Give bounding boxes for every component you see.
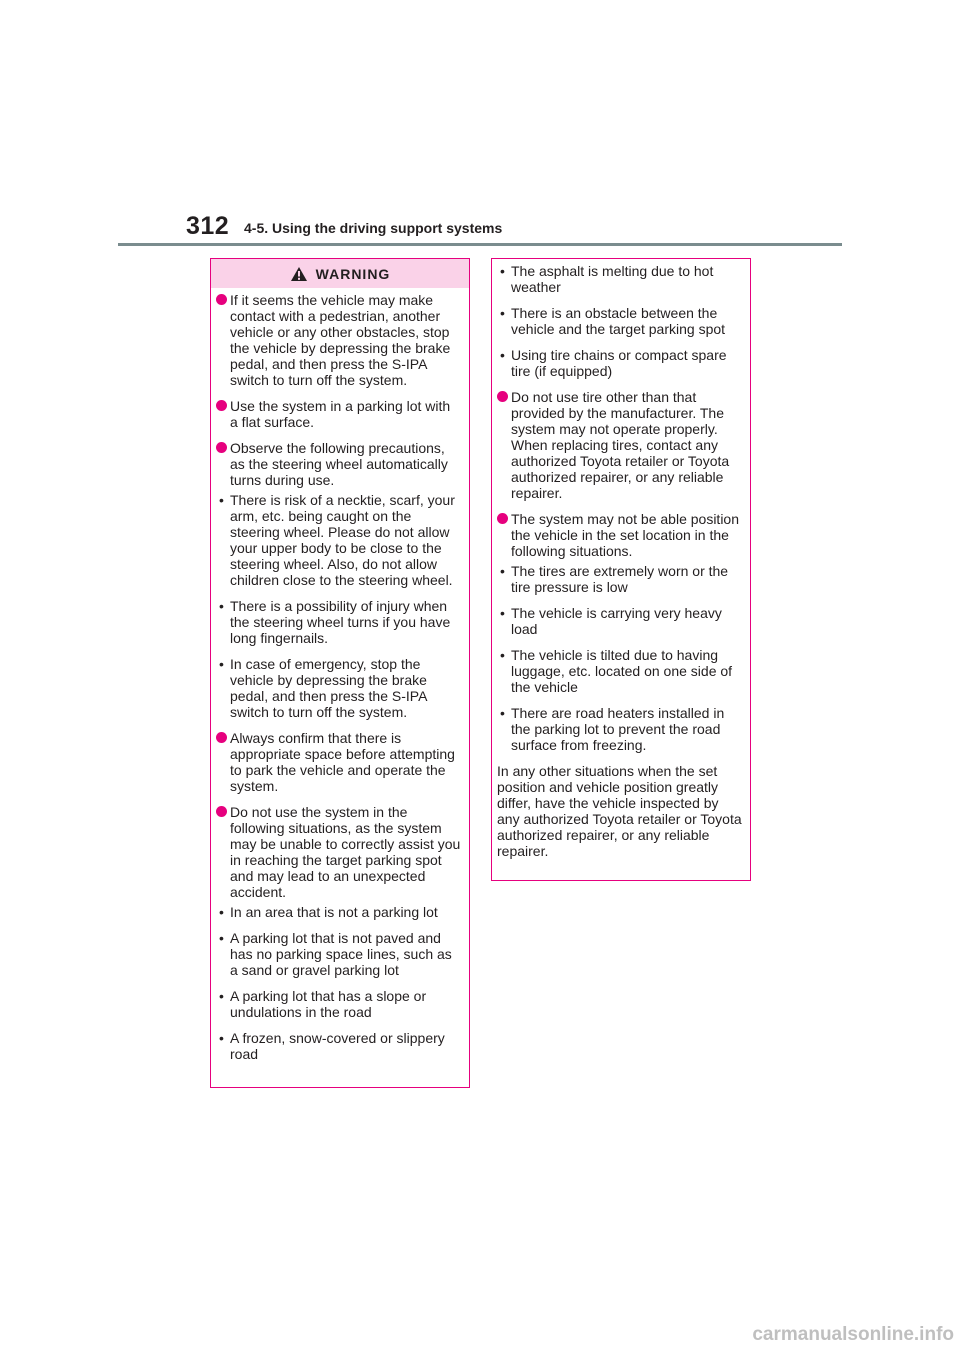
list-item: • There is an obstacle between the vehicle and the target parking spot [500,305,726,337]
bullet-dot-icon: • [500,605,505,621]
bullet-dot-icon: • [219,988,224,1004]
list-item: • In an area that is not a parking lot [219,904,438,920]
circle-bullet-icon [497,513,508,524]
list-item: • Using tire chains or compact spare tire (if equipped) [500,347,727,379]
circle-bullet-icon [216,442,227,453]
list-item: • There is risk of a necktie, scarf, your arm, etc. being caught on the steering wheel. Please do not allow your upper body to be close to the steering wheel. Also, do not allow children close to the steering wheel. [219,492,455,588]
warning-box-right [491,258,751,881]
list-item: • In case of emergency, stop the vehicle by depressing the brake pedal, and then press the S-IPA switch to turn off the system. [219,656,427,720]
closing-paragraph: In any other situations when the set position and vehicle position greatly differ, have the vehicle inspected by any authorized Toyota retailer or Toyota authorized repairer, or any reliable repairer. [497,763,742,859]
list-item: • A parking lot that is not paved and has no parking space lines, such as a sand or gravel parking lot [219,930,452,978]
bullet-dot-icon: • [500,705,505,721]
list-item: • The tires are extremely worn or the tire pressure is low [500,563,729,595]
watermark: carmanualsonline.info [752,1324,954,1345]
warning-box-left [210,258,470,1088]
list-item: Do not use the system in the following situations, as the system may be unable to correctly assist you in reaching the target parking spot and may lead to an unexpected accident. [216,804,461,900]
bullet-dot-icon: • [500,305,505,321]
list-item: Always confirm that there is appropriate space before attempting to park the vehicle and operate the system. [216,730,461,794]
section-title: 4-5. Using the driving support systems [244,220,503,236]
list-item: Use the system in a parking lot with a flat surface. [216,398,461,430]
circle-bullet-icon [216,294,227,305]
bullet-dot-icon: • [219,598,224,614]
warning-triangle-icon [290,266,308,282]
warning-body-right [492,259,750,859]
list-item: The system may not be able position the vehicle in the set location in the following situations. [497,511,742,559]
circle-bullet-icon [497,391,508,402]
list-item: • A frozen, snow-covered or slippery road [219,1030,445,1062]
warning-header [211,259,469,288]
bullet-dot-icon: • [219,904,224,920]
circle-bullet-icon [216,732,227,743]
bullet-dot-icon: • [219,930,224,946]
bullet-dot-icon: • [219,1030,224,1046]
list-item: • The asphalt is melting due to hot weather [500,263,714,295]
warning-body-left [211,288,469,1062]
list-item: • The vehicle is carrying very heavy load [500,605,722,637]
list-item: • There is a possibility of injury when the steering wheel turns if you have long fingernails. [219,598,451,646]
bullet-dot-icon: • [500,263,505,279]
bullet-dot-icon: • [219,656,224,672]
list-item: Do not use tire other than that provided by the manufacturer. The system may not operate properly. When replacing tires, contact any authorized Toyota retailer or Toyota authorized repairer, or any reliable repairer. [497,389,742,501]
list-item: Observe the following precautions, as the steering wheel automatically turns during use. [216,440,461,488]
header-divider [118,243,842,246]
warning-title: WARNING [315,265,391,282]
circle-bullet-icon [216,806,227,817]
circle-bullet-icon [216,400,227,411]
bullet-dot-icon: • [500,563,505,579]
list-item: • A parking lot that has a slope or undulations in the road [219,988,427,1020]
bullet-dot-icon: • [500,347,505,363]
list-item: • The vehicle is tilted due to having luggage, etc. located on one side of the vehicle [500,647,733,695]
list-item: If it seems the vehicle may make contact with a pedestrian, another vehicle or any other obstacles, stop the vehicle by depressing the brake pedal, and then press the S-IPA switch to turn off the system. [216,292,461,388]
bullet-dot-icon: • [219,492,224,508]
page-number: 312 [186,212,230,240]
bullet-dot-icon: • [500,647,505,663]
list-item: • There are road heaters installed in the parking lot to prevent the road surface from freezing. [500,705,725,753]
